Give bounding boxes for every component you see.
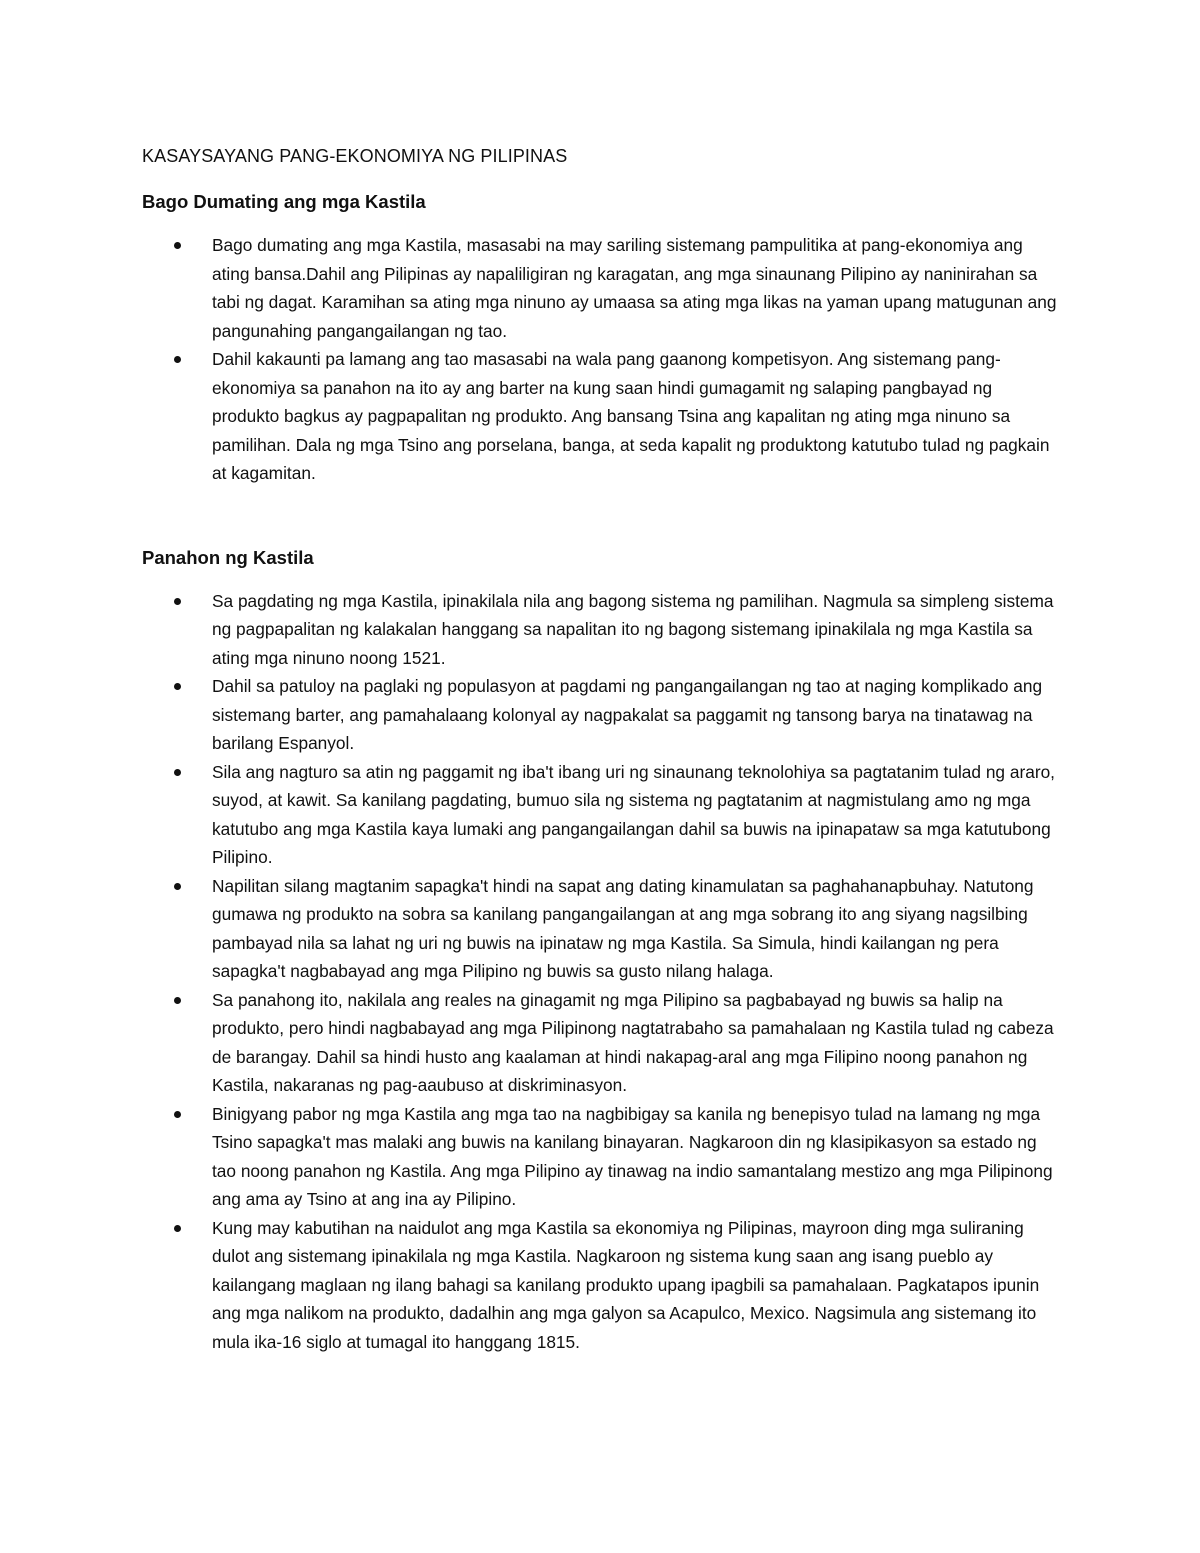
bullet-icon [174,997,181,1004]
list-item-text: Kung may kabutihan na naidulot ang mga Kastila sa ekonomiya ng Pilipinas, mayroon ding mga suliraning dulot ang sistemang ipinakilala ng mga Kastila. Nagkaroon ng sistema kung saan ang isang pueblo ay kailangang maglaan ng ilang bahagi sa kanilang produkto upang ipagbili sa pamahalaan. Pagkatapos ipunin ang mga nalikom na produkto, dadalhin ang mga galyon sa Acapulco, Mexico. Nagsimula ang sistemang ito mula ika-16 siglo at tumagal ito hanggang 1815. [212,1217,1040,1352]
section-list-bago-dumating [142,231,1062,488]
bullet-icon [174,598,181,605]
list-item-text: Sila ang nagturo sa atin ng paggamit ng iba't ibang uri ng sinaunang teknolohiya sa pagtatanim tulad ng araro, suyod, at kawit. Sa kanilang pagdating, bumuo sila ng sistema ng pagtatanim at nagmistulang amo ng mga katutubo ang mga Kastila kaya lumaki ang pangangailangan dahil sa buwis na ipinapataw sa mga katutubong Pilipino. [212,761,1055,867]
document-title: KASAYSAYANG PANG-EKONOMIYA NG PILIPINAS [142,146,568,166]
list-item [142,1214,1062,1357]
bullet-icon [174,1225,181,1232]
list-item [142,587,1062,673]
document-body [142,142,1062,1356]
list-item [142,345,1062,488]
list-item-text: Sa panahong ito, nakilala ang reales na ginagamit ng mga Pilipino sa pagbabayad ng buwis sa halip na produkto, pero hindi nagbabayad ang mga Pilipinong nagtatrabaho sa pamahalaan ng Kastila tulad ng cabeza de barangay. Dahil sa hindi husto ang kaalaman at hindi nakapag-aral ang mga Filipino noong panahon ng Kastila, nakaranas ng pag-aaubuso at diskriminasyon. [212,989,1054,1095]
list-item [142,672,1062,758]
list-item [142,1100,1062,1214]
list-item-text: Dahil kakaunti pa lamang ang tao masasabi na wala pang gaanong kompetisyon. Ang sistemang pang-ekonomiya sa panahon na ito ay ang barter na kung saan hindi gumagamit ng salaping pangbayad ng produkto bagkus ay pagpapalitan ng produkto. Ang bansang Tsina ang kapalitan ng ating mga ninuno sa pamilihan. Dala ng mga Tsino ang porselana, banga, at seda kapalit ng produktong katutubo tulad ng pagkain at kagamitan. [212,349,1050,483]
bullet-icon [174,883,181,890]
bullet-icon [174,242,181,249]
list-item [142,872,1062,986]
list-item-text: Napilitan silang magtanim sapagka't hindi na sapat ang dating kinamulatan sa paghahanapbuhay. Natutong gumawa ng produkto na sobra sa kanilang pangangailangan at ang mga sobrang ito ang siyang nagsilbing pambayad nila sa lahat ng uri ng buwis na ipinataw ng mga Kastila. Sa Simula, hindi kailangan ng pera sapagka't nagbabayad ang mga Pilipino ng buwis sa gusto nilang halaga. [212,875,1034,981]
list-item-text: Binigyang pabor ng mga Kastila ang mga tao na nagbibigay sa kanila ng benepisyo tulad na lamang ng mga Tsino sapagka't mas malaki ang buwis na kanilang binayaran. Nagkaroon din ng klasipikasyon sa estado ng tao noong panahon ng Kastila. Ang mga Pilipino ay tinawag na indio samantalang mestizo ang mga Pilipinong ang ama ay Tsino at ang ina ay Pilipino. [212,1103,1053,1209]
section-heading-bago-dumating: Bago Dumating ang mga Kastila [142,191,426,212]
list-item [142,986,1062,1100]
list-item-text: Sa pagdating ng mga Kastila, ipinakilala nila ang bagong sistema ng pamilihan. Nagmula sa simpleng sistema ng pagpapalitan ng kalakalan hanggang sa napalitan ito ng bagong sistemang ipinakilala ng mga Kastila sa ating mga ninuno noong 1521. [212,590,1054,668]
list-item [142,758,1062,872]
bullet-icon [174,769,181,776]
section-heading-panahon-ng-kastila: Panahon ng Kastila [142,546,314,568]
bullet-icon [174,683,181,690]
list-item-text: Dahil sa patuloy na paglaki ng populasyon at pagdami ng pangangailangan ng tao at naging komplikado ang sistemang barter, ang pamahalaang kolonyal ay nagpakalat sa paggamit ng tansong barya na tinatawag na barilang Espanyol. [212,676,1043,753]
bullet-icon [174,1111,181,1118]
bullet-icon [174,356,181,363]
list-item-text: Bago dumating ang mga Kastila, masasabi na may sariling sistemang pampulitika at pang-ekonomiya ang ating bansa.Dahil ang Pilipinas ay napaliligiran ng karagatan, ang mga sinaunang Pilipino ay naninirahan sa tabi ng dagat. Karamihan sa ating mga ninuno ay umaasa sa ating mga likas na yaman upang matugunan ang pangunahing pangangailangan ng tao. [212,235,1057,341]
list-item [142,231,1062,345]
section-list-panahon-ng-kastila [142,587,1062,1357]
